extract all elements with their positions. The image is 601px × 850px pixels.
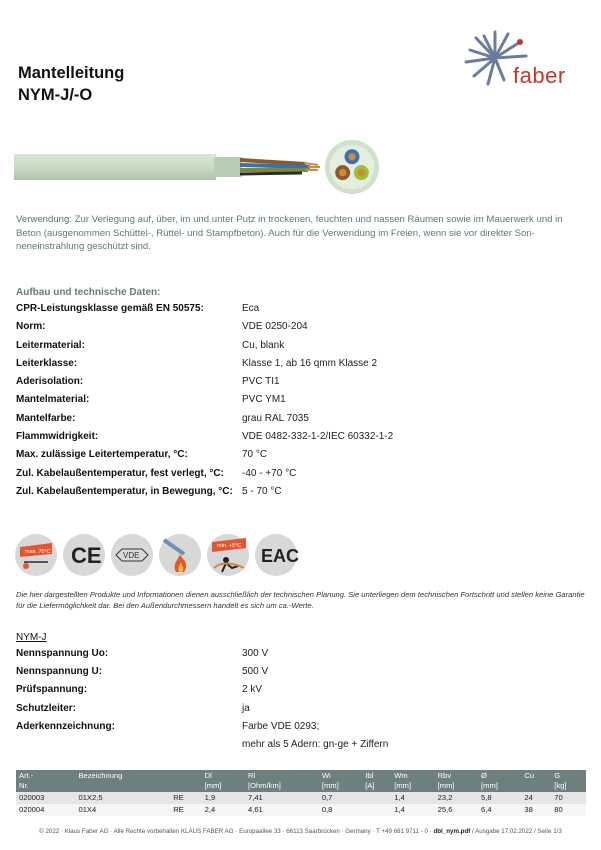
spec-row (16, 373, 586, 391)
cell-art-nr: 020004 (16, 804, 75, 816)
title-line-2: NYM-J/-O (18, 86, 93, 104)
cell-weight: 70 (551, 792, 586, 804)
table-row (16, 792, 586, 804)
spec-key: Flammwidrigkeit: (16, 431, 99, 443)
spec-key: Leiterklasse: (16, 357, 78, 369)
spec-value: 5 - 70 °C (242, 485, 282, 497)
cell-rl: 7,41 (245, 792, 319, 804)
spec-row (16, 446, 586, 464)
spec-row (16, 428, 586, 446)
spec-key: Mantelmaterial: (16, 394, 90, 406)
page-title (18, 62, 124, 106)
spec-row (16, 318, 586, 336)
spec-key: Zul. Kabelaußentemperatur, in Bewegung, °C: (16, 485, 233, 497)
cable-image (14, 142, 344, 192)
usage-label: Verwendung (16, 214, 70, 225)
footer-file: dbl_nym.pdf (433, 828, 471, 835)
col-wm: Wm [mm] (391, 770, 434, 792)
col-rbv: Rbv [mm] (435, 770, 478, 792)
spec-key: Nennspannung Uo: (16, 648, 109, 659)
col-rl: Rl [Ohm/km] (245, 770, 319, 792)
cell-rl: 4,61 (245, 804, 319, 816)
eac-mark-icon (255, 534, 299, 576)
col-weight: G [kg] (551, 770, 586, 792)
col-ibl: Ibl [A] (362, 770, 391, 792)
spec-value: VDE 0250-204 (242, 321, 308, 333)
table-row (16, 804, 586, 816)
spec-row (16, 681, 586, 699)
brand-name: faber (513, 63, 566, 88)
spec-key: Aderisolation: (16, 376, 84, 388)
cell-type: RE (170, 792, 201, 804)
spec-key: Schutzleiter: (16, 702, 77, 714)
spec-key: Max. zulässige Leitertemperatur, °C: (16, 449, 188, 461)
cell-type: RE (170, 804, 201, 816)
cell-weight: 80 (551, 804, 586, 816)
spec-row (16, 337, 586, 355)
spec-value: 500 V (242, 666, 269, 678)
spec-key: Nennspannung U: (16, 666, 103, 678)
cell-rbv: 23,2 (435, 792, 478, 804)
min-install-temperature-icon (207, 534, 249, 576)
spec-key: Aderkennzeichnung: (16, 720, 115, 732)
spec-value: PVC TI1 (242, 376, 280, 388)
spec-value: 300 V (242, 648, 269, 659)
cell-art-nr: 020003 (16, 792, 75, 804)
disclaimer-text: Die hier dargestellten Produkte und Informationen dienen ausschließlich der technischen Planung. Sie unterliegen dem technischen Fortschritt und stellen keine Garantie für die Liefermöglichkeit dar. Bei den Außendurchmessern handelt es sich um ca.-Werte. (16, 590, 585, 610)
product-table (16, 770, 586, 816)
ce-mark-icon (63, 534, 105, 576)
spec-row (16, 736, 586, 754)
title-line-1: Mantelleitung (18, 64, 125, 82)
nym-spec-list (16, 645, 586, 754)
spec-value: ja (242, 702, 250, 714)
spec-row (16, 483, 586, 501)
max-temperature-label: max. 70°C (25, 549, 51, 555)
spec-value: VDE 0482-332-1-2/IEC 60332-1-2 (242, 431, 394, 443)
min-install-temperature-label: min. +5°C (217, 543, 242, 549)
col-wi: Wi [mm] (319, 770, 362, 792)
spec-row (16, 465, 586, 483)
cell-cu: 38 (521, 804, 551, 816)
spec-value: Farbe VDE 0293; (242, 720, 320, 732)
spec-row (16, 355, 586, 373)
col-cu: Cu (521, 770, 551, 792)
cell-bezeichnung: 01X4 (75, 804, 170, 816)
col-bezeichnung: Bezeichnung (75, 770, 170, 792)
spec-key: CPR-Leistungsklasse gemäß EN 50575: (16, 303, 204, 314)
cell-wm: 1,4 (391, 804, 434, 816)
page-footer (0, 828, 601, 835)
spec-value: Cu, blank (242, 339, 285, 351)
spec-value: 70 °C (242, 449, 268, 461)
cell-cu: 24 (521, 792, 551, 804)
spec-key: Prüfspannung: (16, 684, 88, 696)
usage-description (16, 213, 586, 254)
cell-dl: 1,9 (202, 792, 245, 804)
cell-wi: 0,8 (319, 804, 362, 816)
eac-mark-label: EAC (261, 546, 300, 566)
spec-key: Mantelfarbe: (16, 412, 76, 424)
footer-text: © 2022 · Klaus Faber AG · Alle Rechte vorbehalten KLAUS FABER AG · Europaallee 33 · 66113 Saarbrücken · Germany · T +49 681 9711 - 0 · (39, 828, 432, 835)
col-type (170, 770, 201, 792)
cell-diameter: 5,8 (478, 792, 521, 804)
tech-section-title: Aufbau und technische Daten: (16, 287, 161, 298)
cell-wi: 0,7 (319, 792, 362, 804)
cell-ibl (362, 804, 391, 816)
spec-row (16, 300, 586, 318)
cable-cross-section (324, 139, 380, 195)
cell-rbv: 25,6 (435, 804, 478, 816)
cell-ibl (362, 792, 391, 804)
spec-key: Leitermaterial: (16, 339, 85, 351)
tech-spec-list (16, 300, 586, 501)
vde-mark-icon (111, 534, 153, 576)
max-temperature-icon (15, 534, 57, 576)
col-dl: Dl [mm] (202, 770, 245, 792)
spec-value: Eca (242, 303, 260, 314)
vde-mark-label: VDE (123, 551, 140, 560)
usage-text: : Zur Verlegung auf, über, im und unter Putz in trockenen, feuchten und nassen Räumen sowie im Mauerwerk und in Beton (ausgenommen Schüttel-, Rüttel- und Stampfbeton). Auch für die Verwendung im Freien, wenn sie vor direkter Son-neneinstrahlung geschützt sind. (16, 214, 563, 253)
spec-value: Klasse 1, ab 16 qmm Klasse 2 (242, 357, 378, 369)
cell-wm: 1,4 (391, 792, 434, 804)
spec-row (16, 700, 586, 718)
spec-row (16, 663, 586, 681)
cell-bezeichnung: 01X2,5 (75, 792, 170, 804)
footer-tail: / Ausgabe 17.02.2022 / Seite 1/3 (472, 828, 562, 835)
spec-value: 2 kV (242, 684, 263, 696)
table-header-row (16, 770, 586, 792)
spec-row (16, 645, 586, 663)
cell-dl: 2,4 (202, 804, 245, 816)
col-diameter: Ø [mm] (478, 770, 521, 792)
spec-row (16, 410, 586, 428)
spec-row (16, 391, 586, 409)
col-art-nr: Art.- Nr. (16, 770, 75, 792)
spec-key: Norm: (16, 321, 46, 333)
spec-value: -40 - +70 °C (242, 467, 297, 479)
cell-diameter: 6,4 (478, 804, 521, 816)
flame-retardant-icon (159, 534, 201, 576)
spec-value: grau RAL 7035 (242, 412, 309, 424)
spec-value: PVC YM1 (242, 394, 286, 406)
spec-value: mehr als 5 Adern: gn-ge + Ziffern (242, 738, 389, 750)
ce-mark-label: CE (71, 543, 102, 568)
spec-key: Zul. Kabelaußentemperatur, fest verlegt, °C: (16, 467, 224, 479)
spec-row (16, 718, 586, 736)
certification-icons (14, 532, 314, 578)
nym-section-label: NYM-J (16, 632, 47, 643)
